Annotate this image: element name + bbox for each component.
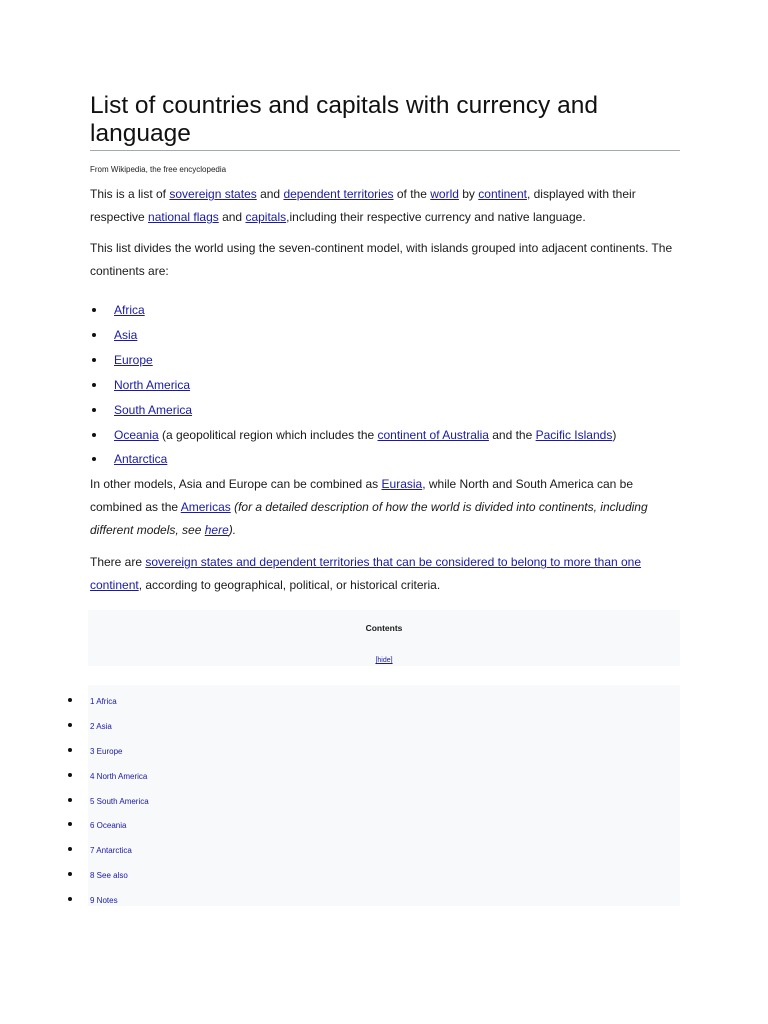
toc-item[interactable]: 3 Europe <box>88 747 680 772</box>
toc-item[interactable]: 8 See also <box>88 871 680 896</box>
link-africa[interactable]: Africa <box>114 303 145 317</box>
link-asia[interactable]: Asia <box>114 327 138 342</box>
link-capitals[interactable]: capitals <box>245 210 287 224</box>
link-dependent-territories[interactable]: dependent territories <box>283 187 394 201</box>
toc-item[interactable]: 5 South America <box>88 797 680 822</box>
list-item <box>90 298 680 323</box>
link-south-america[interactable]: South America <box>114 402 193 417</box>
model-paragraph: This list divides the world using the seven-continent model, with islands grouped into adjacent continents. The continents are: <box>90 241 673 278</box>
list-item <box>90 323 680 348</box>
link-transcontinental-states[interactable]: sovereign states and dependent territories that can be considered to belong to more than one continent <box>90 555 642 593</box>
site-tagline: From Wikipedia, the free encyclopedia <box>90 165 227 174</box>
link-national-flags[interactable]: national flags <box>148 210 219 224</box>
link-continent[interactable]: continent <box>478 187 527 201</box>
list-item <box>90 348 680 373</box>
intro-paragraph: This is a list of sovereign states and dependent territories of the world by continent, displayed with their respective national flags and capitals,including their respective currency and native language. <box>90 187 636 224</box>
link-pacific-islands[interactable]: Pacific Islands <box>535 427 613 442</box>
continent-list <box>90 298 680 472</box>
toc-item[interactable]: 4 North America <box>88 772 680 797</box>
list-item <box>90 373 680 398</box>
toc-item[interactable]: 2 Asia <box>88 722 680 747</box>
link-europe[interactable]: Europe <box>114 352 153 367</box>
link-north-america[interactable]: North America <box>114 377 191 392</box>
list-item <box>90 447 680 472</box>
toc-item[interactable]: 1 Africa <box>88 697 680 722</box>
toc-item[interactable]: 7 Antarctica <box>88 846 680 871</box>
toc-item[interactable]: 6 Oceania <box>88 821 680 846</box>
link-eurasia[interactable]: Eurasia <box>381 477 423 492</box>
link-here[interactable]: here <box>204 523 229 538</box>
link-antarctica[interactable]: Antarctica <box>114 452 168 467</box>
link-oceania[interactable]: Oceania <box>114 427 159 442</box>
toc-list <box>88 697 680 921</box>
link-sovereign-states[interactable]: sovereign states <box>169 187 257 201</box>
list-item <box>90 398 680 423</box>
toc-header <box>88 610 680 666</box>
link-continent-of-australia[interactable]: continent of Australia <box>377 427 489 442</box>
toc-hide-toggle[interactable] <box>88 657 680 664</box>
toc-item[interactable]: 9 Notes <box>88 896 680 921</box>
toc-hide-link[interactable]: [hide] <box>375 657 393 664</box>
list-item: Oceania (a geopolitical region which includes the continent of Australia and the Pacific Islands) <box>90 423 680 448</box>
link-world[interactable]: world <box>430 187 459 201</box>
toc-title: Contents <box>365 623 403 633</box>
article <box>90 92 680 597</box>
page-title: List of countries and capitals with currency and language <box>90 92 680 151</box>
link-americas[interactable]: Americas <box>180 500 231 515</box>
toc-body <box>88 685 680 906</box>
transcontinental-paragraph: There are sovereign states and dependent territories that can be considered to belong to more than one continent, according to geographical, political, or historical criteria. <box>90 555 642 593</box>
other-models-paragraph: In other models, Asia and Europe can be combined as Eurasia, while North and South America can be combined as the Americas (for a detailed description of how the world is divided into continents, including different models, see here). <box>90 477 648 538</box>
